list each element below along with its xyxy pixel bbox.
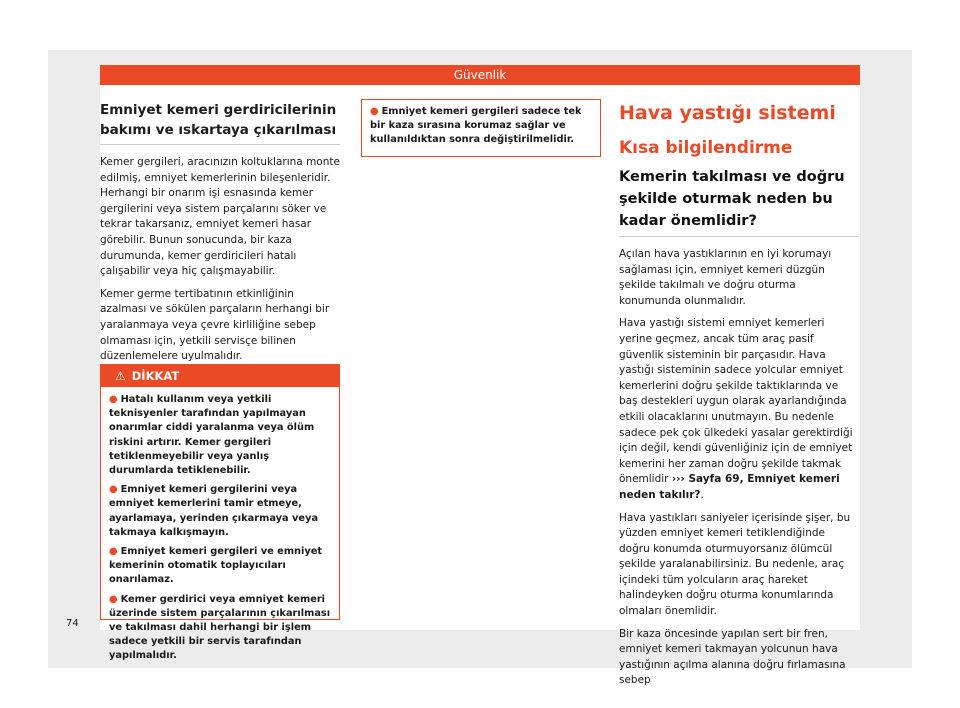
bullet-icon: ● bbox=[109, 394, 118, 405]
bullet-icon: ● bbox=[370, 106, 379, 117]
left-column bbox=[100, 100, 340, 372]
left-paragraph-2: Kemer germe tertibatının etkinliğinin azalması ve sökülen parçaların herhangi bir yaralanmaya veya çevre kirliliğine sebep olmaması için, yetkili servisçe bilinen düzenlemelere uyulmalıdır. bbox=[100, 287, 330, 363]
warning-body bbox=[101, 387, 339, 664]
note-item: ● Emniyet kemeri gergileri sadece tek bir kaza sırasına korumaz sağlar ve kullanıldıktan sonra değiştirilmelidir. bbox=[370, 106, 582, 146]
right-paragraph-4: Bir kaza öncesinde yapılan sert bir fren, emniyet kemeri takmayan yolcunun hava yastığının açılma alanına doğru fırlamasına sebep bbox=[619, 627, 846, 687]
bullet-icon: ● bbox=[109, 546, 118, 558]
warning-triangle-icon: ⚠ bbox=[115, 369, 126, 383]
left-heading: Emniyet kemeri gerdiricilerinin bakımı ve ıskartaya çıkarılması bbox=[100, 100, 340, 145]
bullet-icon: ● bbox=[109, 593, 118, 605]
right-heading: Kemerin takılması ve doğru şekilde oturmak neden bu kadar önemlidir? bbox=[619, 166, 859, 237]
bullet-icon: ● bbox=[109, 484, 118, 496]
chapter-title: Hava yastığı sistemi bbox=[619, 102, 836, 124]
page-number: 74 bbox=[66, 618, 79, 629]
right-paragraph-3: Hava yastıkları saniyeler içerisinde şişer, bu yüzden emniyet kemeri tetiklendiğinde doğru konumda oturmuyorsanız ölümcül şekilde yaralanabilirsiniz. Bu nedenle, araç içindeki tüm yolcuların araç hareket halindeyken doğru oturma konumlarında olmaları önemlidir. bbox=[619, 511, 851, 618]
warning-item: ● Hatalı kullanım veya yetkili teknisyenler tarafından yapılmayan onarımlar ciddi yaralanma veya ölüm riskini artırır. Kemer gergileri tetiklenmeyebilir veya yanlış durumlarda tetiklenebilir. bbox=[109, 394, 315, 477]
right-paragraph-2: Hava yastığı sistemi emniyet kemerleri yerine geçmez, ancak tüm araç pasif güvenlik sisteminin bir parçasıdır. Hava yastığı sisteminin sadece yolcular emniyet kemerlerini doğru şekilde taktıklarında ve baş destekleri uygun olarak ayarlandığında etkili olacaklarını unutmayın. Bu nedenle sadece pek çok ülkedeki yasalar gerektirdiği için değil, kendi güvenliğiniz için de emniyet kemerini her zaman doğru şekilde takmak önemlidir ››› Sayfa 69, Emniyet kemeri neden takılır?. bbox=[619, 317, 853, 501]
right-column bbox=[619, 100, 859, 696]
section-title: Güvenlik bbox=[453, 68, 507, 82]
warning-box bbox=[100, 364, 340, 662]
warning-item: ● Emniyet kemeri gergileri ve emniyet kemerinin otomatik toplayıcıları onarılamaz. bbox=[109, 546, 323, 586]
section-header bbox=[100, 65, 860, 85]
note-box bbox=[361, 99, 601, 157]
warning-item: ● Emniyet kemeri gergilerini veya emniyet kemerlerini tamir etmeye, ayarlamaya, yerinden çıkarmaya veya takmaya kalkışmayın. bbox=[109, 484, 319, 538]
warning-title: DİKKAT bbox=[131, 369, 180, 383]
warning-item: ● Kemer gerdirici veya emniyet kemeri üzerinde sistem parçalarının çıkarılması ve takılması dahil herhangi bir işlem sadece yetkili bir servis tarafından yapılmalıdır. bbox=[109, 593, 331, 662]
left-paragraph-1: Kemer gergileri, aracınızın koltuklarına monte edilmiş, emniyet kemerlerinin bileşenleridir. Herhangi bir onarım işi esnasında kemer gergilerini veya sistem parçalarını söker ve tekrar takarsanız, emniyet kemeri hasar görebilir. Bunun sonucunda, bir kaza durumunda, kemer gerdiricileri hatalı çalışabilir veya hiç çalışmayabilir. bbox=[100, 156, 340, 278]
section-subtitle: Kısa bilgilendirme bbox=[619, 138, 793, 158]
page-reference-link[interactable]: ››› Sayfa 69, Emniyet kemeri neden takılır? bbox=[619, 473, 840, 501]
right-paragraph-1: Açılan hava yastıklarının en iyi korumayı sağlaması için, emniyet kemeri düzgün şekilde takılmalı ve doğru oturma konumunda olunmalıdır. bbox=[619, 248, 832, 307]
warning-header bbox=[101, 365, 339, 387]
